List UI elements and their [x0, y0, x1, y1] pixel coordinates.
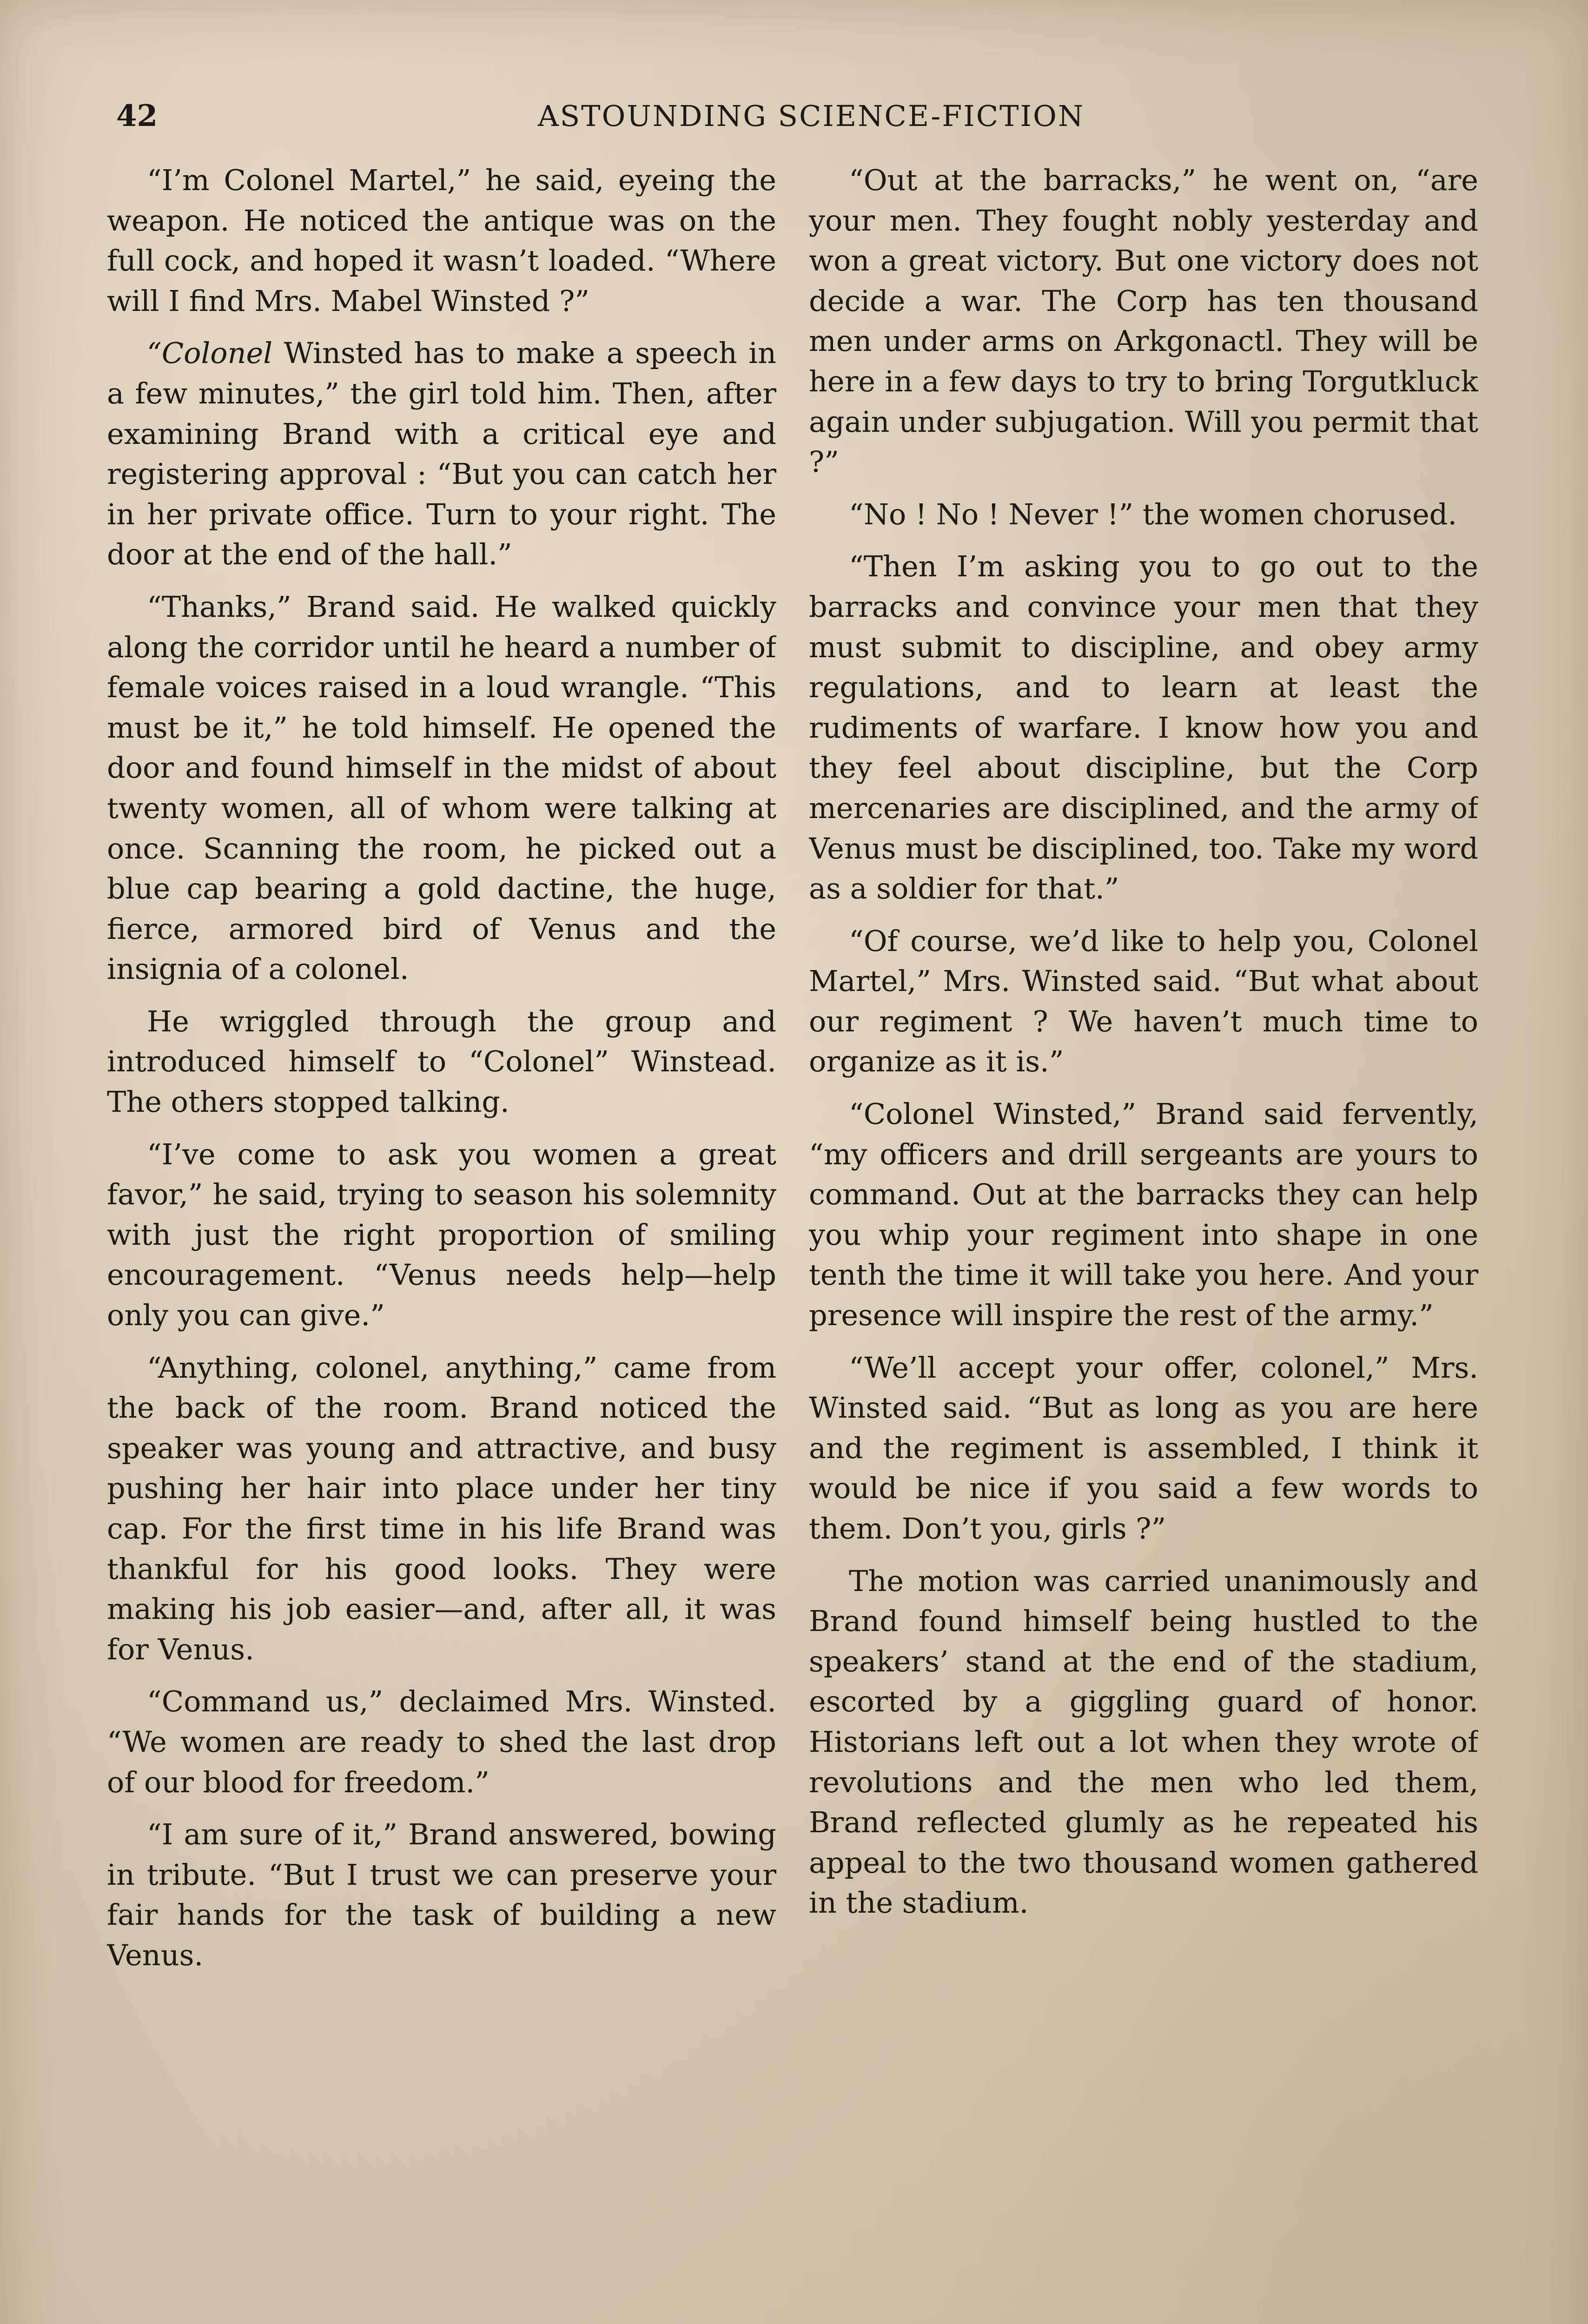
italic-lead: “Colonel — [147, 336, 273, 370]
paragraph: He wriggled through the group and introduced himself to “Colonel” Winstead. The others stopped talking. — [107, 1004, 776, 1119]
right-column — [809, 160, 1478, 2317]
paragraph: “Anything, colonel, anything,” came from the back of the room. Brand noticed the speaker was young and attractive, and busy pushing her hair into place under her tiny cap. For the first time in his life Brand was thankful for his good looks. They were making his job easier—and, after all, it was for Venus. — [107, 1350, 776, 1666]
page-number: 42 — [116, 99, 158, 133]
paragraph: “No ! No ! Never !” the women chorused. — [849, 497, 1457, 531]
paragraph: “Of course, we’d like to help you, Colonel Martel,” Mrs. Winsted said. “But what about our regiment ? We haven’t much time to organize as it is.” — [809, 924, 1478, 1079]
paragraph: “Out at the barracks,” he went on, “are your men. They fought nobly yesterday and won a great victory. But one victory does not decide a war. The Corp has ten thousand men under arms on Arkgonactl. They will be here in a few days to try to bring Torgutkluck again under subjugation. Will you permit that ?” — [809, 163, 1478, 479]
paragraph: “I’ve come to ask you women a great favor,” he said, trying to season his solemnity with just the right proportion of smiling encouragement. “Venus needs help—help only you can give.” — [107, 1137, 776, 1333]
paragraph: “I’m Colonel Martel,” he said, eyeing the weapon. He noticed the antique was on the full cock, and hoped it wasn’t loaded. “Where will I find Mrs. Mabel Winsted ?” — [107, 163, 776, 318]
paragraph: “Colonel Winsted has to make a speech in a few minutes,” the girl told him. Then, after examining Brand with a critical eye and registering approval : “But you can catch her in her private office. Turn to your right. The door at the end of the hall.” — [107, 336, 776, 572]
running-head: ASTOUNDING SCIENCE-FICTION — [537, 99, 1085, 133]
paragraph: “Thanks,” Brand said. He walked quickly along the corridor until he heard a number of female voices raised in a loud wrangle. “This must be it,” he told himself. He opened the door and found himself in the midst of about twenty women, all of whom were talking at once. Scanning the room, he picked out a blue cap bearing a gold dactine, the huge, fierce, armored bird of Venus and the insignia of a colonel. — [107, 589, 776, 986]
page-header — [116, 95, 1506, 137]
paragraph: “We’ll accept your offer, colonel,” Mrs. Winsted said. “But as long as you are here and the regiment is assembled, I think it would be nice if you said a few words to them. Don’t you, girls ?” — [809, 1350, 1478, 1545]
paragraph: “I am sure of it,” Brand answered, bowing in tribute. “But I trust we can preserve your fair hands for the task of building a new Venus. — [107, 1817, 776, 1972]
paragraph: “Command us,” declaimed Mrs. Winsted. “We women are ready to shed the last drop of our blood for freedom.” — [107, 1684, 776, 1799]
left-column — [107, 160, 776, 2317]
paragraph: “Colonel Winsted,” Brand said fervently, “my officers and drill sergeants are yours to command. Out at the barracks they can help you whip your regiment into shape in one tenth the time it will take you here. And your presence will inspire the rest of the army.” — [809, 1097, 1478, 1333]
paragraph: The motion was carried unanimously and Brand found himself being hustled to the speakers’ stand at the end of the stadium, escorted by a giggling guard of honor. Historians left out a lot when they wrote of revolutions and the men who led them, Brand reflected glumly as he repeated his appeal to the two thousand women gathered in the stadium. — [809, 1564, 1478, 1920]
paragraph: “Then I’m asking you to go out to the barracks and convince your men that they must submit to discipline, and obey army regulations, and to learn at least the rudiments of warfare. I know how you and they feel about discipline, but the Corp mercenaries are disciplined, and the army of Venus must be disciplined, too. Take my word as a soldier for that.” — [809, 549, 1478, 906]
